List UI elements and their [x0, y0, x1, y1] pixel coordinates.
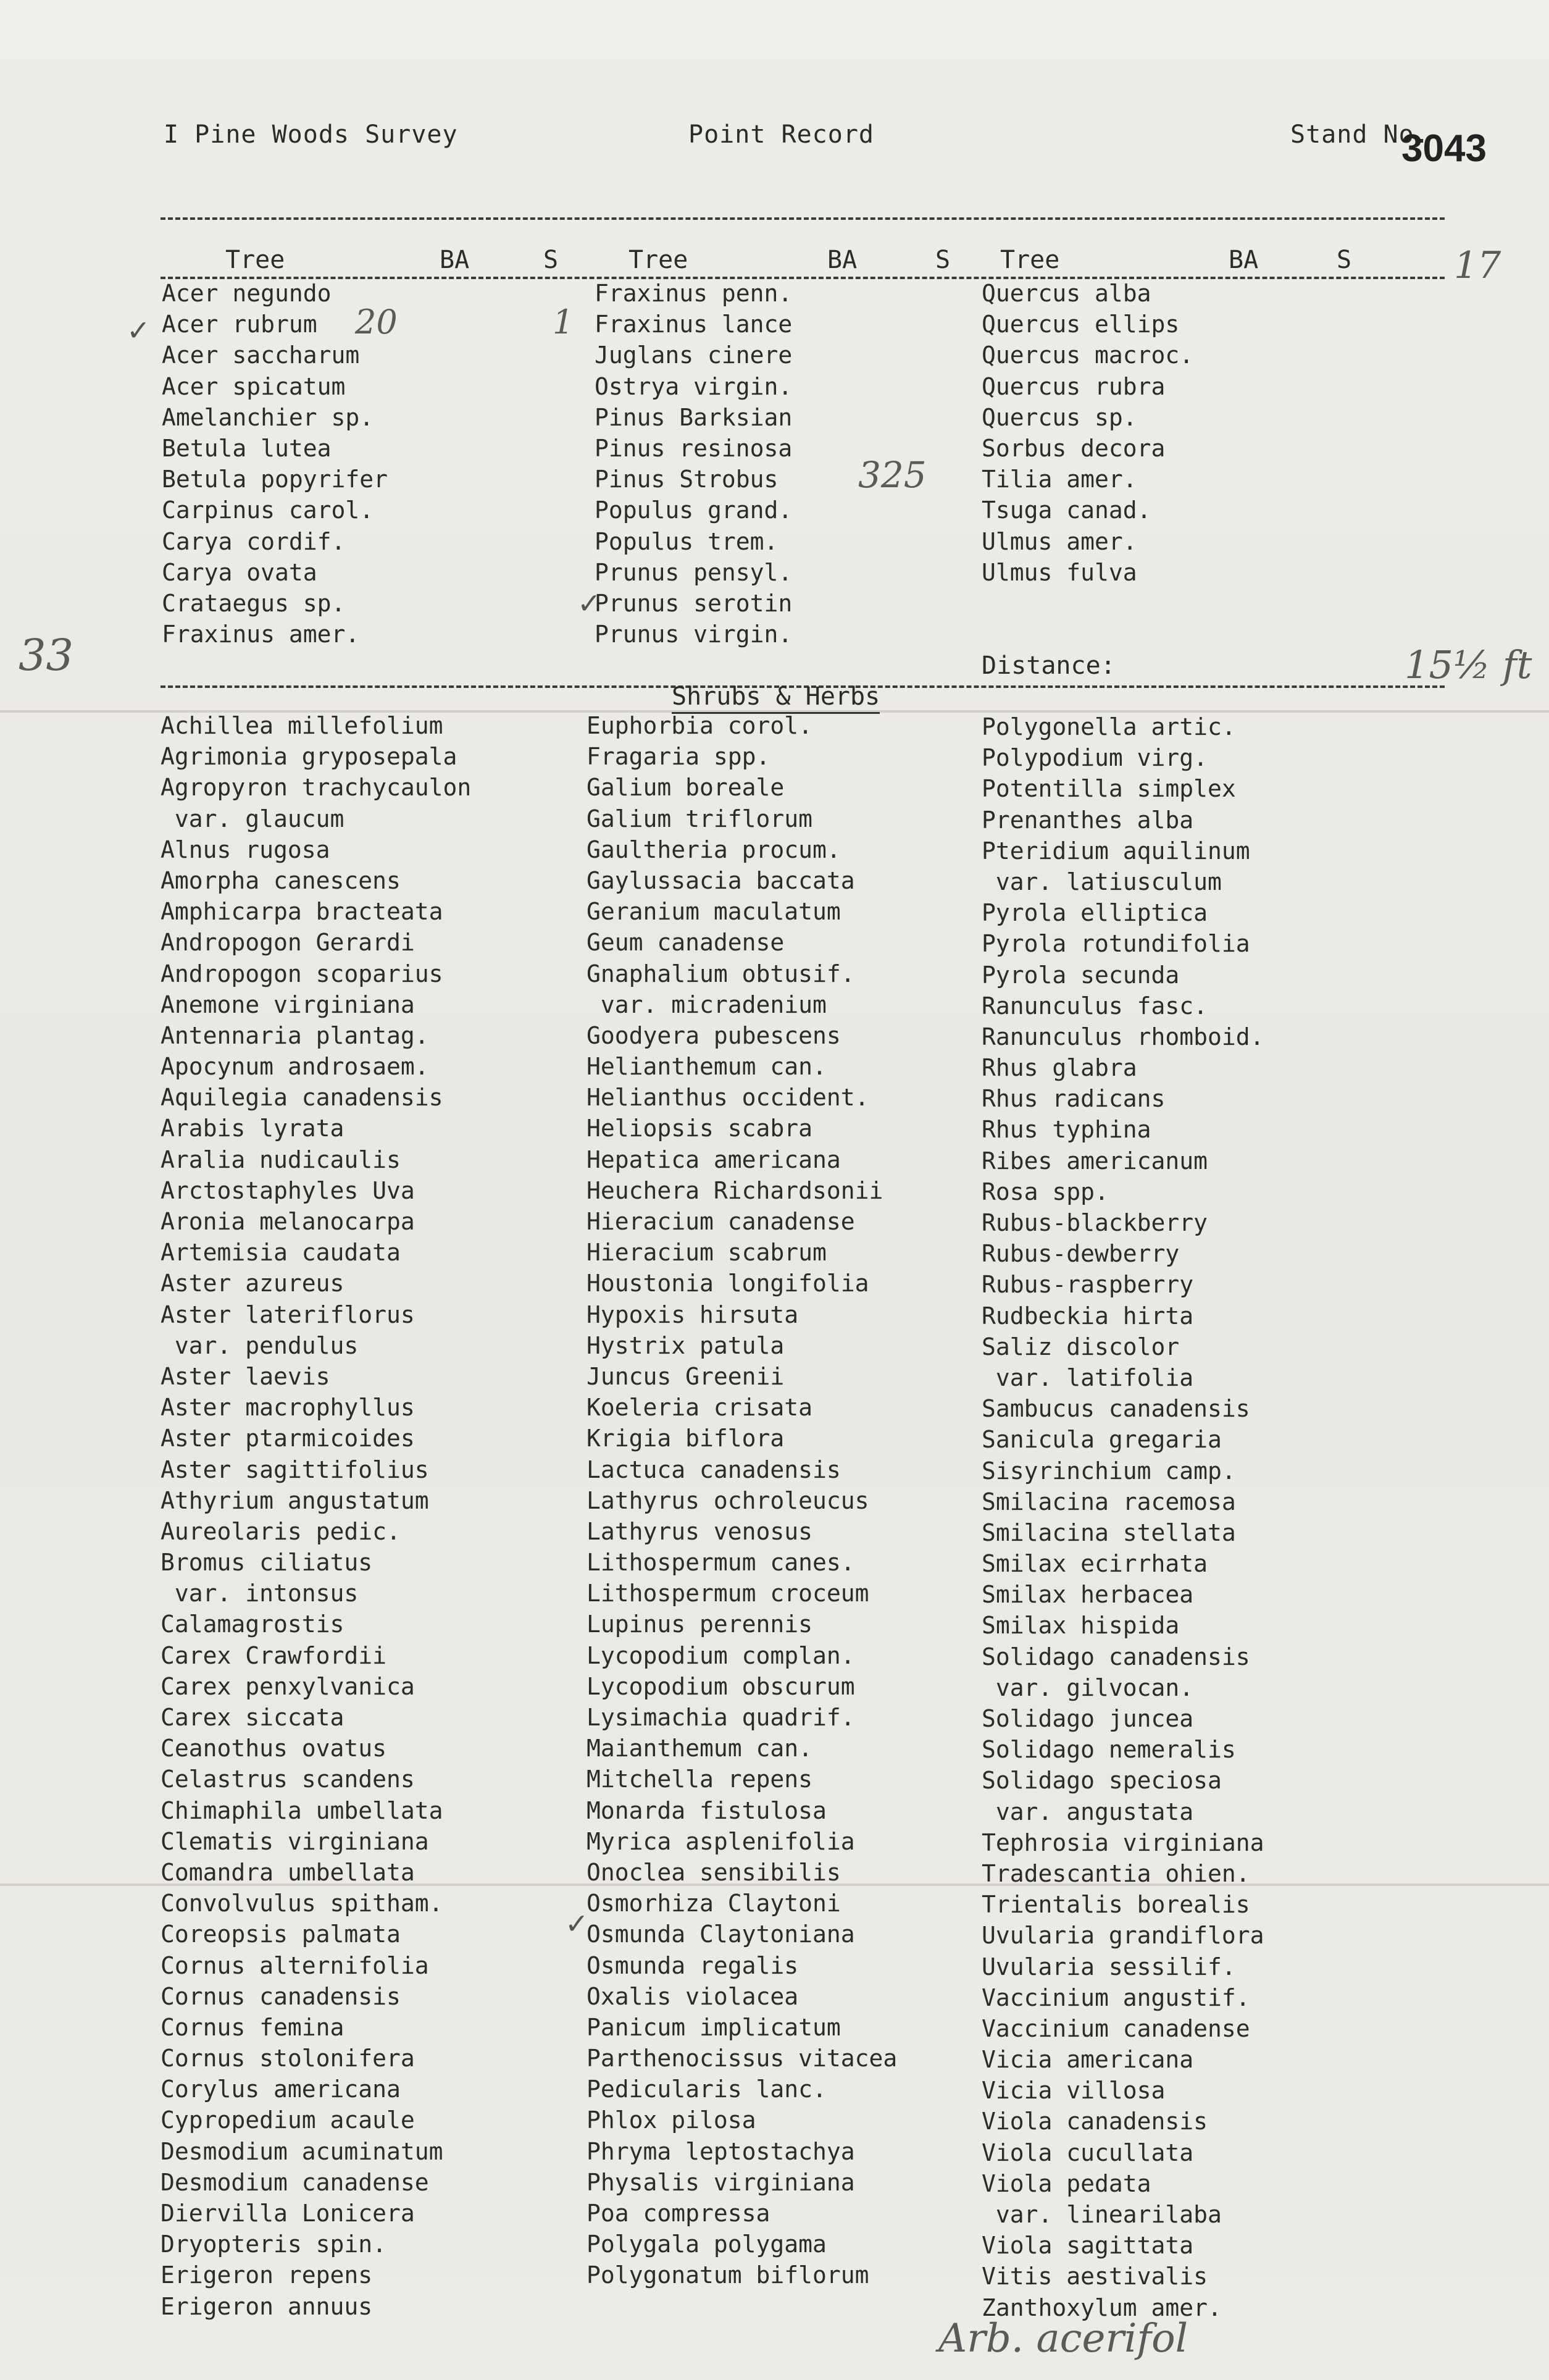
- herb-species: Aster azureus: [161, 1270, 344, 1297]
- herb-species: Saliz discolor: [982, 1333, 1180, 1360]
- herb-species: Lathyrus venosus: [587, 1517, 813, 1545]
- herb-species: Viola sagittata: [982, 2232, 1194, 2260]
- herb-species: Ranunculus fasc.: [982, 992, 1208, 1020]
- herb-species: Pteridium aquilinum: [982, 837, 1250, 865]
- tree-species: Crataegus sp.: [162, 589, 346, 617]
- herb-species: Rhus glabra: [982, 1054, 1137, 1082]
- herb-species: Desmodium acuminatum: [161, 2137, 443, 2165]
- handwritten-distance: 15½ ft: [1405, 642, 1532, 687]
- handwritten-note: Arb. acerifol: [938, 2316, 1188, 2361]
- herb-species: Physalis virginiana: [587, 2168, 855, 2196]
- survey-title: I Pine Woods Survey: [164, 120, 458, 149]
- herb-species: Rhus typhina: [982, 1116, 1151, 1144]
- stand-label: Stand No.: [1290, 120, 1430, 149]
- herb-list-1: [161, 710, 471, 2322]
- herb-species: var. angustata: [982, 1798, 1194, 1825]
- herb-species: Houstonia longifolia: [587, 1270, 869, 1297]
- herb-species: Heuchera Richardsonii: [587, 1176, 883, 1204]
- herb-species: Gaylussacia baccata: [587, 866, 855, 894]
- herb-species: Clematis virginiana: [161, 1827, 429, 1855]
- herb-species: Lycopodium obscurum: [587, 1672, 855, 1700]
- herb-species: Calamagrostis: [161, 1611, 344, 1638]
- tree-list-3: [982, 278, 1193, 588]
- herb-species: Euphorbia corol.: [587, 712, 813, 739]
- herb-species: Athyrium angustatum: [161, 1486, 429, 1514]
- herb-species: Aster ptarmicoides: [161, 1425, 415, 1452]
- herb-species: Smilax ecirrhata: [982, 1550, 1208, 1578]
- herb-species: Potentilla simplex: [982, 775, 1236, 803]
- check-mark-icon: ✓: [127, 314, 151, 347]
- herb-species: Solidago speciosa: [982, 1767, 1222, 1795]
- herb-species: Osmunda regalis: [587, 1951, 799, 1979]
- tree-species: Tsuga canad.: [982, 497, 1151, 524]
- s-header-1: S: [543, 246, 559, 274]
- herb-species: var. micradenium: [587, 991, 827, 1018]
- tree-species: Quercus ellips: [982, 311, 1180, 338]
- herb-species: Fragaria spp.: [587, 743, 770, 771]
- herb-species: Amorpha canescens: [161, 866, 401, 894]
- herb-species: Lupinus perennis: [587, 1611, 813, 1638]
- herb-list-3: [982, 711, 1264, 2323]
- herb-species: Pyrola elliptica: [982, 899, 1208, 927]
- tree-species: Ulmus amer.: [982, 527, 1137, 555]
- herb-species: Comandra umbellata: [161, 1858, 415, 1886]
- herb-species: Solidago canadensis: [982, 1643, 1250, 1670]
- herb-species: Lithospermum canes.: [587, 1549, 855, 1577]
- herb-species: Celastrus scandens: [161, 1766, 415, 1793]
- herb-species: Sisyrinchium camp.: [982, 1457, 1236, 1485]
- herb-species: Monarda fistulosa: [587, 1796, 827, 1824]
- herb-species: Hieracium canadense: [587, 1208, 855, 1235]
- herb-species: Cornus femina: [161, 2013, 344, 2041]
- tree-species: Acer spicatum: [162, 372, 346, 400]
- herb-species: var. latiusculum: [982, 868, 1222, 895]
- herb-species: Dryopteris spin.: [161, 2231, 387, 2258]
- herb-species: Krigia biflora: [587, 1425, 785, 1452]
- herb-species: Poa compressa: [587, 2200, 770, 2227]
- herb-species: Ranunculus rhomboid.: [982, 1023, 1264, 1050]
- herb-species: Aster sagittifolius: [161, 1456, 429, 1483]
- herb-species: Gnaphalium obtusif.: [587, 960, 855, 987]
- tree-species: Pinus resinosa: [595, 434, 793, 462]
- herb-species: Aralia nudicaulis: [161, 1146, 401, 1173]
- herb-species: Cornus alternifolia: [161, 1951, 429, 1979]
- herb-species: Polygonella artic.: [982, 713, 1236, 740]
- herb-species: Parthenocissus vitacea: [587, 2045, 898, 2072]
- herb-species: Sambucus canadensis: [982, 1395, 1250, 1423]
- handwritten-s: 1: [553, 303, 574, 341]
- herb-species: Artemisia caudata: [161, 1239, 401, 1267]
- herb-species: Aquilegia canadensis: [161, 1084, 443, 1112]
- ba-header-1: BA: [440, 246, 470, 274]
- herb-species: Lithospermum croceum: [587, 1580, 869, 1607]
- herb-species: Galium triflorum: [587, 805, 813, 832]
- tree-species: Betula popyrifer: [162, 466, 388, 493]
- s-header-3: S: [1337, 246, 1352, 274]
- herb-species: Pedicularis lanc.: [587, 2076, 827, 2103]
- herb-species: Rosa spp.: [982, 1178, 1109, 1205]
- herb-species: Arabis lyrata: [161, 1115, 344, 1142]
- tree-species: Fraxinus lance: [595, 311, 793, 338]
- tree-species: Fraxinus amer.: [162, 621, 360, 648]
- herb-species: Lathyrus ochroleucus: [587, 1486, 869, 1514]
- herb-species: Uvularia grandiflora: [982, 1922, 1264, 1950]
- herb-species: Lysimachia quadrif.: [587, 1704, 855, 1731]
- tree-list-1: [162, 278, 388, 650]
- check-mark-icon: ✓: [577, 587, 601, 620]
- tree-species: Quercus rubra: [982, 372, 1166, 400]
- tree-header-3: Tree: [1000, 246, 1060, 274]
- herb-species: Aronia melanocarpa: [161, 1208, 415, 1235]
- herb-species: Vicia americana: [982, 2046, 1194, 2074]
- tree-header-2: Tree: [628, 246, 688, 274]
- herb-species: Tradescantia ohien.: [982, 1859, 1250, 1887]
- divider: [161, 217, 1445, 220]
- tree-species: Prunus serotin: [595, 589, 793, 617]
- herb-species: Goodyera pubescens: [587, 1021, 841, 1049]
- herb-species: Ceanothus ovatus: [161, 1735, 387, 1762]
- herb-species: Osmunda Claytoniana: [587, 1921, 855, 1948]
- herb-species: Myrica asplenifolia: [587, 1827, 855, 1855]
- herb-species: Rubus-dewberry: [982, 1240, 1180, 1268]
- herb-species: Mitchella repens: [587, 1766, 813, 1793]
- herb-species: Achillea millefolium: [161, 712, 443, 739]
- herb-species: Juncus Greenii: [587, 1362, 785, 1390]
- herb-species: Rubus-raspberry: [982, 1271, 1194, 1299]
- herb-species: var. glaucum: [161, 805, 344, 832]
- herb-species: Vicia villosa: [982, 2077, 1166, 2105]
- herb-species: Trientalis borealis: [982, 1891, 1250, 1919]
- tree-species: Acer saccharum: [162, 341, 360, 369]
- herb-species: Geum canadense: [587, 929, 785, 957]
- herb-species: Coreopsis palmata: [161, 1921, 401, 1948]
- herb-species: Agropyron trachycaulon: [161, 774, 472, 802]
- tree-header-1: Tree: [225, 246, 285, 274]
- herb-species: Polygonatum biflorum: [587, 2261, 869, 2289]
- tree-species: Tilia amer.: [982, 466, 1137, 493]
- herb-species: var. pendulus: [161, 1331, 359, 1359]
- tree-species: Carya cordif.: [162, 527, 346, 555]
- herb-species: Prenanthes alba: [982, 806, 1194, 834]
- herb-species: Onoclea sensibilis: [587, 1858, 841, 1886]
- tree-species: Quercus sp.: [982, 403, 1137, 431]
- handwritten-margin: 17: [1454, 244, 1501, 287]
- herb-species: var. intonsus: [161, 1580, 359, 1607]
- herb-species: Smilacina racemosa: [982, 1488, 1236, 1515]
- herb-species: Uvularia sessilif.: [982, 1953, 1236, 1980]
- herb-species: Cornus stolonifera: [161, 2045, 415, 2072]
- record-type: Point Record: [688, 120, 874, 149]
- tree-species: Populus trem.: [595, 527, 779, 555]
- tree-species: Acer negundo: [162, 280, 332, 307]
- herb-species: Aster laevis: [161, 1362, 330, 1390]
- herb-species: Sanicula gregaria: [982, 1426, 1222, 1454]
- herb-species: Maianthemum can.: [587, 1735, 813, 1762]
- herb-species: Arctostaphyles Uva: [161, 1176, 415, 1204]
- herb-species: Aster lateriflorus: [161, 1301, 415, 1328]
- herb-species: Anemone virginiana: [161, 991, 415, 1018]
- tree-species: Carpinus carol.: [162, 497, 374, 524]
- herb-species: Viola cucullata: [982, 2139, 1194, 2166]
- herb-species: Cornus canadensis: [161, 1982, 401, 2010]
- herb-species: Hepatica americana: [587, 1146, 841, 1173]
- herb-species: Rhus radicans: [982, 1085, 1166, 1113]
- handwritten-margin: 33: [19, 630, 74, 681]
- herb-species: Carex siccata: [161, 1704, 344, 1731]
- tree-species: Prunus virgin.: [595, 621, 793, 648]
- herb-species: Apocynum androsaem.: [161, 1053, 429, 1081]
- herb-species: Agrimonia gryposepala: [161, 743, 457, 771]
- herb-species: Cypropedium acaule: [161, 2106, 415, 2134]
- tree-species: Fraxinus penn.: [595, 280, 793, 307]
- herb-species: Viola canadensis: [982, 2108, 1208, 2135]
- herb-species: Polypodium virg.: [982, 744, 1208, 772]
- herb-species: Hystrix patula: [587, 1331, 785, 1359]
- ba-header-2: BA: [827, 246, 858, 274]
- herb-species: Andropogon scoparius: [161, 960, 443, 987]
- tree-species: Juglans cinere: [595, 341, 793, 369]
- herb-species: Zanthoxylum amer.: [982, 2294, 1222, 2321]
- distance-label: Distance:: [982, 652, 1116, 680]
- herb-species: Smilax hispida: [982, 1612, 1180, 1640]
- herb-species: Lactuca canadensis: [587, 1456, 841, 1483]
- herb-species: var. linearilaba: [982, 2201, 1222, 2228]
- herb-species: Oxalis violacea: [587, 1982, 799, 2010]
- shrubs-heading: Shrubs & Herbs: [672, 682, 880, 714]
- herb-species: Panicum implicatum: [587, 2013, 841, 2041]
- herb-species: Smilacina stellata: [982, 1519, 1236, 1546]
- herb-species: Hieracium scabrum: [587, 1239, 827, 1267]
- herb-list-2: [587, 710, 897, 2291]
- tree-species: Pinus Barksian: [595, 403, 793, 431]
- handwritten-pinus: 325: [858, 454, 927, 496]
- tree-species: Acer rubrum: [162, 311, 317, 338]
- herb-species: Helianthemum can.: [587, 1053, 827, 1081]
- tree-species: Quercus macroc.: [982, 341, 1194, 369]
- herb-species: Carex penxylvanica: [161, 1672, 415, 1700]
- herb-species: Galium boreale: [587, 774, 785, 802]
- herb-species: Vitis aestivalis: [982, 2263, 1208, 2290]
- herb-species: Pyrola secunda: [982, 961, 1180, 989]
- herb-species: Vaccinium canadense: [982, 2014, 1250, 2042]
- herb-species: Gaultheria procum.: [587, 836, 841, 863]
- check-mark-icon: ✓: [565, 1907, 589, 1940]
- tree-species: Populus grand.: [595, 497, 793, 524]
- herb-species: Carex Crawfordii: [161, 1641, 387, 1669]
- tree-species: Quercus alba: [982, 280, 1151, 307]
- herb-species: Helianthus occident.: [587, 1084, 869, 1112]
- herb-species: var. gilvocan.: [982, 1674, 1194, 1701]
- herb-species: Smilax herbacea: [982, 1581, 1194, 1609]
- herb-species: Heliopsis scabra: [587, 1115, 813, 1142]
- handwritten-ba: 20: [355, 303, 398, 341]
- herb-species: Viola pedata: [982, 2169, 1151, 2197]
- herb-species: Geranium maculatum: [587, 898, 841, 926]
- herb-species: Bromus ciliatus: [161, 1549, 373, 1577]
- tree-species: Sorbus decora: [982, 434, 1166, 462]
- tree-species: Betula lutea: [162, 434, 332, 462]
- ba-header-3: BA: [1229, 246, 1259, 274]
- s-header-2: S: [935, 246, 951, 274]
- herb-species: Ribes americanum: [982, 1147, 1208, 1175]
- tree-species: Ulmus fulva: [982, 558, 1137, 586]
- herb-species: Andropogon Gerardi: [161, 929, 415, 957]
- herb-species: Diervilla Lonicera: [161, 2200, 415, 2227]
- herb-species: Osmorhiza Claytoni: [587, 1890, 841, 1917]
- tree-species: Prunus pensyl.: [595, 558, 793, 586]
- herb-species: Antennaria plantag.: [161, 1021, 429, 1049]
- herb-species: Koeleria crisata: [587, 1394, 813, 1422]
- herb-species: var. latifolia: [982, 1364, 1194, 1391]
- herb-species: Chimaphila umbellata: [161, 1796, 443, 1824]
- herb-species: Hypoxis hirsuta: [587, 1301, 799, 1328]
- tree-species: Pinus Strobus: [595, 466, 779, 493]
- herb-species: Phryma leptostachya: [587, 2137, 855, 2165]
- herb-species: Rubus-blackberry: [982, 1209, 1208, 1236]
- herb-species: Aster macrophyllus: [161, 1394, 415, 1422]
- herb-species: Erigeron annuus: [161, 2292, 373, 2320]
- herb-species: Erigeron repens: [161, 2261, 373, 2289]
- herb-species: Tephrosia virginiana: [982, 1829, 1264, 1856]
- herb-species: Amphicarpa bracteata: [161, 898, 443, 926]
- herb-species: Phlox pilosa: [587, 2106, 756, 2134]
- herb-species: Pyrola rotundifolia: [982, 930, 1250, 958]
- stand-number: 3043: [1401, 127, 1487, 170]
- herb-species: Desmodium canadense: [161, 2168, 429, 2196]
- herb-species: Vaccinium angustif.: [982, 1984, 1250, 2011]
- herb-species: Solidago nemeralis: [982, 1736, 1236, 1764]
- herb-species: Solidago juncea: [982, 1705, 1194, 1732]
- herb-species: Alnus rugosa: [161, 836, 330, 863]
- tree-list-2: [595, 278, 792, 650]
- herb-species: Corylus americana: [161, 2076, 401, 2103]
- herb-species: Rudbeckia hirta: [982, 1302, 1194, 1330]
- herb-species: Lycopodium complan.: [587, 1641, 855, 1669]
- herb-species: Convolvulus spitham.: [161, 1890, 443, 1917]
- tree-species: Carya ovata: [162, 558, 317, 586]
- herb-species: Aureolaris pedic.: [161, 1517, 401, 1545]
- herb-species: Polygala polygama: [587, 2231, 827, 2258]
- tree-species: Amelanchier sp.: [162, 403, 374, 431]
- tree-species: Ostrya virgin.: [595, 372, 793, 400]
